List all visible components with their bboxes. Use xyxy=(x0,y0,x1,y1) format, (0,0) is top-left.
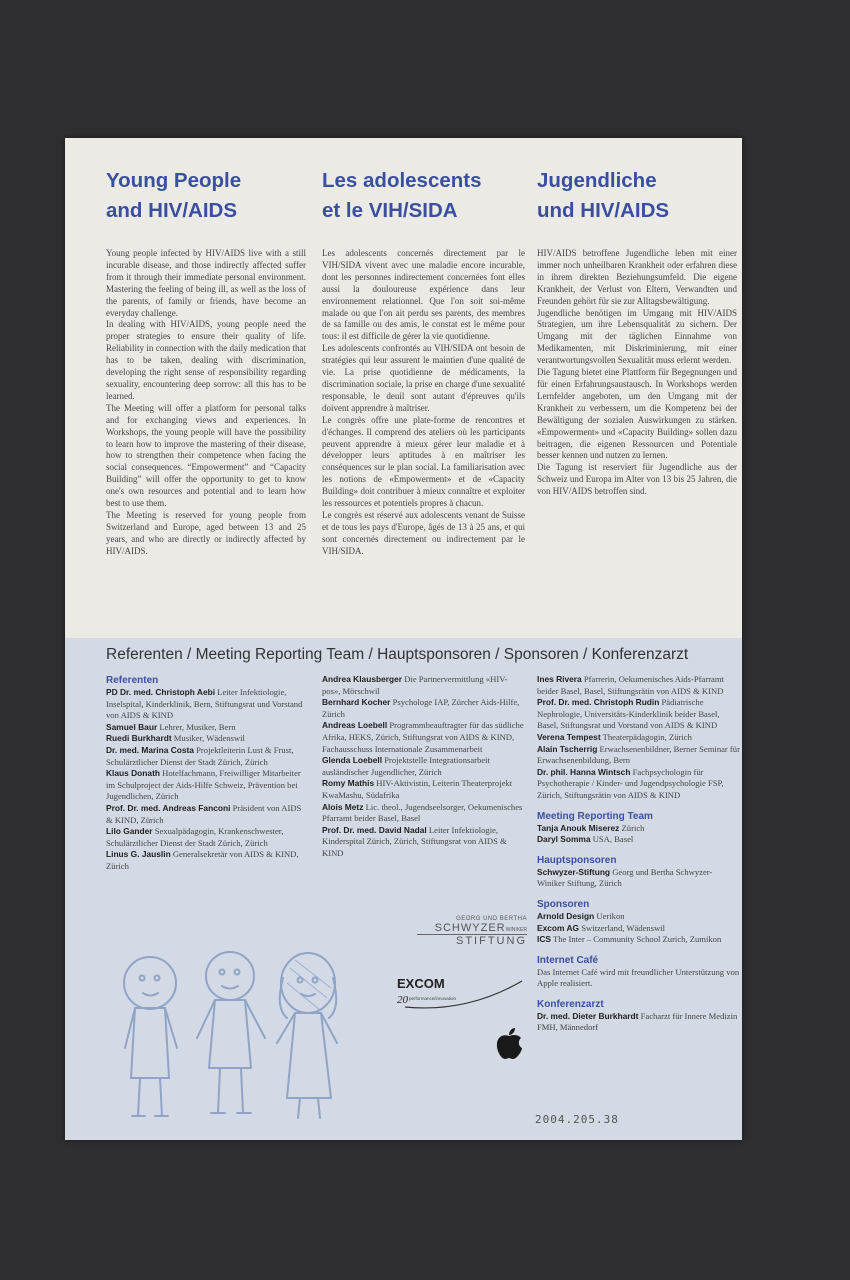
person-description: Fachpsychologin für Psychotherapie / Kinder- und Jugendpsychologie FSP, Zürich, Stiftungsrätin von AIDS & KIND xyxy=(537,766,724,800)
sponsor-list xyxy=(537,911,740,946)
credit-entry xyxy=(537,744,740,767)
paragraph: Die Tagung bietet eine Plattform für Begegnungen und für einen Erfahrungsaustausch. In Workshops werden Lernfelder angeboten, um den Umgang mit der Krankheit zu verbessern, um die Kompetenz bei der Bewältigung der sozialen Auswirkungen zu stärken. «Empowerment» und «Capacity Building» sollen dazu beitragen, die eigenen Ressourcen und Potentiale besser kennen und nutzen zu lernen. xyxy=(537,367,737,461)
person-description: Projektstelle Integrationsarbeit ausländischer Jugendlicher, Zürich xyxy=(322,755,490,777)
speaker-list xyxy=(322,674,525,860)
person-name: Linus G. Jauslin xyxy=(106,849,171,860)
person-description: Pädiatrische Nephrologie, Universitäts-Kinderklinik beider Basel, Basel, Stiftungsrat und Vorstand von AIDS & KIND xyxy=(537,697,720,731)
french-column xyxy=(322,166,525,558)
logo-text: SCHWYZER xyxy=(434,922,506,934)
person-name: Lilo Gander xyxy=(106,826,153,837)
person-description: Lehrer, Musiker, Bern xyxy=(159,721,236,732)
german-title xyxy=(537,166,737,226)
person-description: Uerikon xyxy=(596,910,625,921)
person-name: Dr. med. Dieter Burkhardt xyxy=(537,1010,639,1021)
logo-text: GEORG UND BERTHA xyxy=(456,916,527,922)
credit-entry xyxy=(322,720,525,755)
credit-entry xyxy=(322,674,525,697)
person-description: Die Partnervermittlung «HIV-pos», Mörschwil xyxy=(322,674,508,696)
person-name: Bernhard Kocher xyxy=(322,697,391,708)
credit-entry xyxy=(322,778,525,801)
person-name: Dr. med. Marina Costa xyxy=(106,744,194,755)
intro-section xyxy=(65,138,742,638)
person-description: Sexualpädagogin, Krankenschwester, Schulärztlicher Dienst der Stadt Zürich, Zürich xyxy=(106,826,284,848)
person-description: Musiker, Wädenswil xyxy=(173,733,245,744)
person-description: Leiter Infektiologie, Kinderspital Zürich, Zürich, Stiftungsrat von AIDS & KIND xyxy=(322,824,507,858)
credit-entry xyxy=(537,923,740,935)
person-description: Generalsekretär von AIDS & KIND, Zürich xyxy=(106,849,299,871)
english-title xyxy=(106,166,306,226)
german-body xyxy=(537,248,737,498)
inventory-number: 2004.205.38 xyxy=(535,1113,619,1126)
person-description: Psychologe IAP, Zürcher Aids-Hilfe, Zürich xyxy=(322,697,520,719)
title-line: und HIV/AIDS xyxy=(537,199,670,222)
paragraph: Jugendliche benötigen im Umgang mit HIV/AIDS Strategien, um ihre Lebensqualität zu sichern. Der Umgang mit der täglichen Einnahme von Medikamenten, mit Diskriminierung, mit einer verantwortungsvollen Sexualität muss erlernt werden. xyxy=(537,307,737,366)
credit-entry xyxy=(537,934,740,946)
person-name: Excom AG xyxy=(537,922,580,933)
team-list xyxy=(537,823,740,846)
person-description: Switzerland, Wädenswil xyxy=(581,922,666,933)
person-name: Ruedi Burkhardt xyxy=(106,733,172,744)
paragraph: In dealing with HIV/AIDS, young people need the proper strategies to ensure their quality of life. Reliability in connection with the daily medication that has to be taken, dealing with discrimination, developing the right sense of responsibility regarding sexuality, encountering deep sorrow: all this has to be learned. xyxy=(106,319,306,401)
french-title xyxy=(322,166,525,226)
person-name: Alain Tscherrig xyxy=(537,743,598,754)
title-line: and HIV/AIDS xyxy=(106,199,237,222)
credit-entry xyxy=(106,722,306,734)
person-name: PD Dr. med. Christoph Aebi xyxy=(106,687,216,697)
person-name: ICS xyxy=(537,934,551,945)
speaker-list xyxy=(106,687,306,873)
logo-text: 20 xyxy=(397,994,408,1006)
person-description: Facharzt für Innere Medizin FMH, Männedorf xyxy=(537,1010,738,1033)
credit-entry xyxy=(537,1011,740,1034)
apple-logo-icon xyxy=(493,1026,525,1062)
logo-text: EXCOM xyxy=(397,976,445,991)
logo-text: STIFTUNG xyxy=(456,935,527,947)
title-line: Les adolescents xyxy=(322,169,482,192)
person-name: Prof. Dr. med. Andreas Fanconi xyxy=(106,802,231,813)
credit-entry xyxy=(106,687,306,722)
paragraph: Young people infected by HIV/AIDS live with a still incurable disease, and those indirectly affected suffer from it through their immediate personal environment. Mastering the feeling of being ill, as well as the loss of the parents, of family or friends, have become an everyday challenge. xyxy=(106,248,306,318)
credit-entry xyxy=(537,732,740,744)
section-meeting-reporting-team: Meeting Reporting Team xyxy=(537,810,653,822)
paragraph: Le congrès offre une plate-forme de rencontres et d'échanges. Il comprend des ateliers où les participants peuvent apprendre à mieux gérer leur maladie et à développer leurs aptitudes à en maîtriser les conséquences sur le plan social. La familiarisation avec les notions de «Empowerment» et de «Capacity Building» doit contribuer à mieux connaître et exploiter les ressources et potentiels propres à chacun. xyxy=(322,414,525,509)
person-name: Andrea Klausberger xyxy=(322,674,403,684)
credit-entry xyxy=(106,849,306,872)
children-drawing xyxy=(105,938,345,1128)
person-name: Prof. Dr. med. David Nadal xyxy=(322,824,427,835)
title-line: Young People xyxy=(106,169,242,192)
credit-entry xyxy=(106,733,306,745)
person-description: Zürich xyxy=(621,822,645,833)
credit-entry xyxy=(537,674,740,697)
person-description: Hotelfachmann, Freiwilliger Mitarbeiter im Schulproject der Aids-Hilfe Schweiz, Prävention bei Jugendlichen, Zürich xyxy=(106,768,301,802)
person-name: Alois Metz xyxy=(322,801,364,812)
person-name: Klaus Donath xyxy=(106,768,160,779)
person-description: HIV-Aktivistin, Leiterin Theaterprojekt KwaMashu, Südafrika xyxy=(322,778,513,800)
person-name: Schwyzer-Stiftung xyxy=(537,866,611,877)
person-description: Projektleiterin Lust & Frust, Schulärztlicher Dienst der Stadt Zürich, Zürich xyxy=(106,744,294,767)
credit-entry xyxy=(537,834,740,846)
person-name: Daryl Somma xyxy=(537,834,591,845)
person-name: Dr. phil. Hanna Wintsch xyxy=(537,766,631,777)
person-description: Erwachsenenbildner, Berner Seminar für Erwachsenenbildung, Bern xyxy=(537,743,740,766)
credit-entry xyxy=(322,755,525,778)
credits-heading: Referenten / Meeting Reporting Team / Hauptsponsoren / Sponsoren / Konferenzarzt xyxy=(106,646,689,663)
section-internet-cafe: Internet Café xyxy=(537,954,599,966)
paragraph: Le congrès est réservé aux adolescents venant de Suisse et de tous les pays d'Europe, âgés de 13 à 25 ans, et qui sont concernés directement ou indirectement par le VIH/SIDA. xyxy=(322,509,525,556)
paragraph: Les adolescents concernés directement par le VIH/SIDA vivent avec une maladie encore incurable, dont les personnes indirectement concernées font elles aussi la douloureuse expérience dans leur environnement relationnel. Que l'on soit soi-même malade ou que l'on ait perdu ses parents, des membres de sa famille ou des amis, le constat est le même pour tous: il est difficile de gérer la vie quotidienne. xyxy=(322,248,525,342)
title-line: Jugendliche xyxy=(537,169,657,192)
person-description: Lic. theol., Jugendseelsorger, Oekumenisches Pfarramt beider Basel, Basel xyxy=(322,801,523,824)
french-body xyxy=(322,248,525,558)
credits-column-3 xyxy=(537,674,740,1034)
main-sponsor-list xyxy=(537,867,740,890)
person-description: Leiter Infektiologie, Inselspital, Kinderklinik, Bern, Stiftungsrat und Vorstand von AIDS & KIND xyxy=(106,687,303,721)
person-name: Glenda Loebell xyxy=(322,755,383,766)
credits-panel xyxy=(65,638,742,1140)
person-name: Verena Tempest xyxy=(537,731,601,742)
person-description: Georg und Bertha Schwyzer-Winiker Stiftung, Zürich xyxy=(537,866,713,889)
person-description: Theaterpädagogin, Zürich xyxy=(602,731,692,742)
excom-logo xyxy=(397,973,527,1013)
credit-entry xyxy=(106,745,306,768)
person-description: The Inter – Community School Zurich, Zumikon xyxy=(552,934,722,945)
credit-entry xyxy=(322,697,525,720)
english-body xyxy=(106,248,306,558)
person-name: Ines Rivera xyxy=(537,674,582,684)
credit-entry xyxy=(106,768,306,803)
credit-entry xyxy=(537,867,740,890)
english-column xyxy=(106,166,306,558)
credit-entry xyxy=(537,911,740,923)
person-description: Pfarrerin, Oekumenisches Aids-Pfarramt beider Basel, Basel, Stiftungsrätin von AIDS & KIND xyxy=(537,674,724,696)
person-description: Programmbeauftragter für das südliche Afrika, HEKS, Zürich, Stiftungsrat von AIDS & KIND, Fachausschuss Internationale Zusammenarbeit xyxy=(322,720,524,754)
german-column xyxy=(537,166,737,498)
doctor-list xyxy=(537,1011,740,1034)
speaker-list xyxy=(537,674,740,802)
section-hauptsponsoren: Hauptsponsoren xyxy=(537,854,617,866)
logo-text xyxy=(417,922,527,935)
paragraph: Die Tagung ist reserviert für Jugendliche aus der Schweiz und Europa im Alter von 13 bis 25 Jahren, die von HIV/AIDS betroffen sind. xyxy=(537,462,737,497)
person-name: Samuel Baur xyxy=(106,721,158,732)
person-name: Romy Mathis xyxy=(322,778,375,789)
paragraph: HIV/AIDS betroffene Jugendliche leben mit einer immer noch unheilbaren Krankheit oder erfahren diese in ihrem direkten Beziehungsumfeld. Die eigene Krankheit, der Verlust von Eltern, Verwandten und Freunden gehört für sie zur Alltagsbewältigung. xyxy=(537,248,737,306)
person-name: Andreas Loebell xyxy=(322,720,388,731)
schwyzer-stiftung-logo xyxy=(417,916,527,947)
credit-entry xyxy=(537,767,740,802)
credit-entry xyxy=(106,826,306,849)
credit-entry xyxy=(322,802,525,825)
paragraph: Les adolescents confrontés au VIH/SIDA ont besoin de stratégies qui leur assurent le maintien d'une qualité de vie. La prise quotidienne de médicaments, la discrimination sociale, la prise en charge d'une sexualité responsable, le deuil sont autant d'épreuves qu'ils doivent apprendre à maîtriser. xyxy=(322,343,525,413)
internet-cafe-text: Das Internet Café wird mit freundlicher Unterstützung von Apple realisiert. xyxy=(537,966,740,989)
section-sponsoren: Sponsoren xyxy=(537,898,590,910)
paragraph: The Meeting will offer a platform for personal talks and for exchanging views and experiences. In Workshops, the young people will have the possibility to learn how to improve the mastering of their disease, how to strengthen their competence when facing the social consequences. “Empowerment” and “Capacity Building” will offer the opportunity to get to know one's own resources and potential and to learn how best to use them. xyxy=(106,402,306,509)
credit-entry xyxy=(537,823,740,835)
credit-entry xyxy=(106,803,306,826)
logo-text: performance/innovation xyxy=(409,996,457,1001)
person-description: Präsident von AIDS & KIND, Zürich xyxy=(106,802,302,825)
logo-text: WINIKER xyxy=(505,927,527,933)
section-referenten: Referenten xyxy=(106,675,159,686)
person-description: USA, Basel xyxy=(592,834,634,845)
credit-entry xyxy=(537,697,740,732)
credits-column-2 xyxy=(322,674,525,860)
credits-column-1 xyxy=(106,674,306,873)
section-konferenzarzt: Konferenzarzt xyxy=(537,998,604,1010)
person-name: Arnold Design xyxy=(537,910,595,921)
paragraph: The Meeting is reserved for young people from Switzerland and Europe, aged between 13 and 25 years, and who are directly or indirectly affected by HIV/AIDS. xyxy=(106,509,306,556)
flyer-page xyxy=(65,138,742,1140)
credit-entry xyxy=(322,825,525,860)
person-name: Tanja Anouk Miserez xyxy=(537,822,620,833)
person-name: Prof. Dr. med. Christoph Rudin xyxy=(537,697,660,708)
title-line: et le VIH/SIDA xyxy=(322,199,458,222)
